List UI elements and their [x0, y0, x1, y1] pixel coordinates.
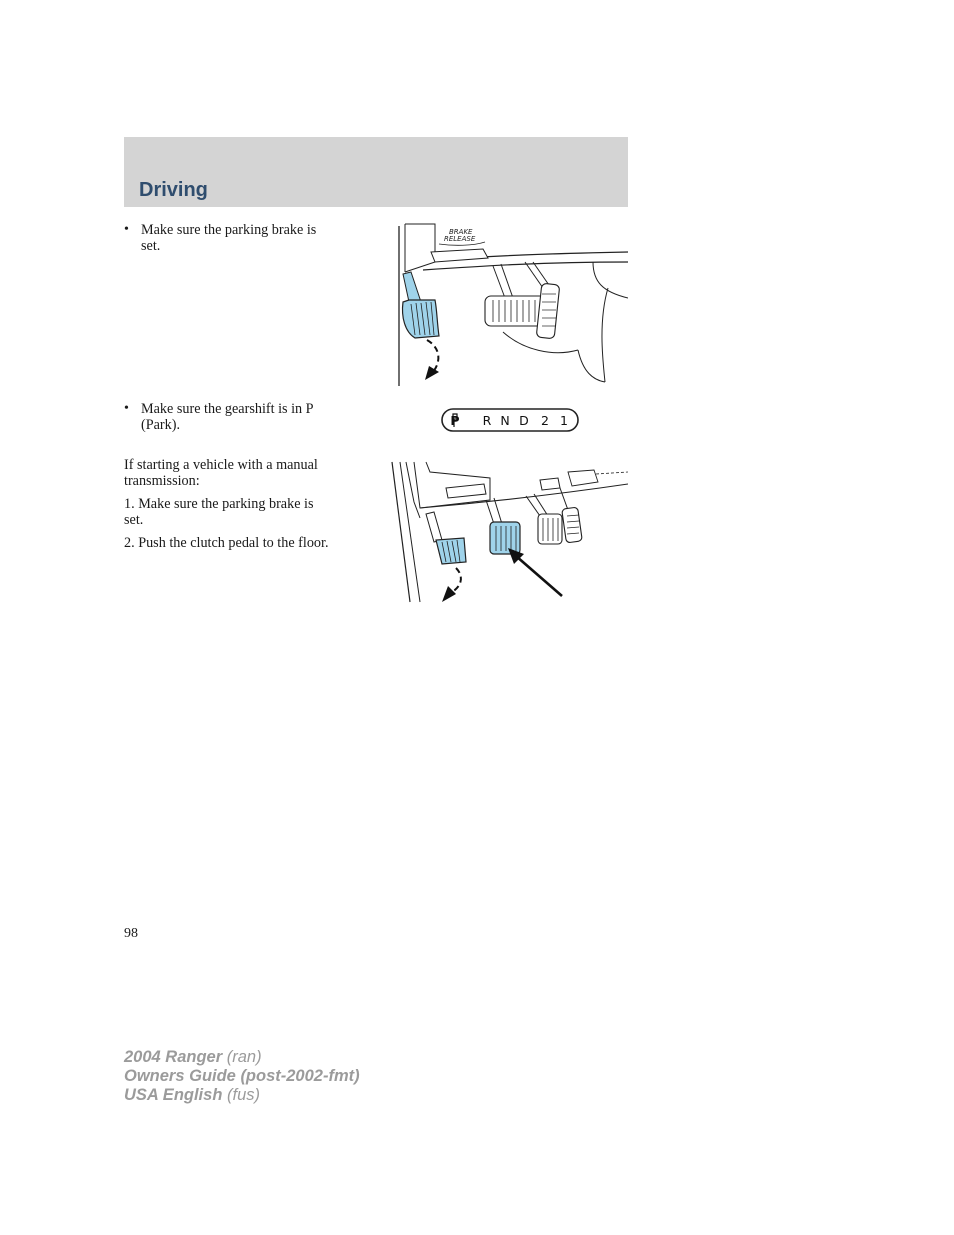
bullet-marker: • — [124, 222, 129, 237]
clutch-pedal-illustration — [390, 458, 628, 604]
manual-intro-l2: transmission: — [124, 473, 200, 489]
footer-language-code: (fus) — [227, 1086, 260, 1104]
bullet-text-parking-brake-l2: set. — [141, 238, 161, 254]
brake-release-label-l2: RELEASE — [444, 235, 476, 243]
manual-step1-l1: 1. Make sure the parking brake is — [124, 496, 314, 512]
gear-letter-n: N — [500, 413, 510, 428]
bullet-marker: • — [124, 401, 129, 416]
manual-step2: 2. Push the clutch pedal to the floor. — [124, 535, 329, 551]
footer-line-3 — [124, 1086, 360, 1105]
parking-brake-pedal-illustration — [393, 222, 628, 386]
bullet-text-parking-brake-l1: Make sure the parking brake is — [141, 222, 317, 238]
section-header-band — [124, 137, 628, 207]
footer-line-1 — [124, 1048, 360, 1067]
gear-indicator — [441, 408, 580, 433]
footer-model: 2004 Ranger — [124, 1048, 223, 1066]
page-number: 98 — [124, 926, 138, 941]
bullet-text-gearshift-l2: (Park). — [141, 417, 181, 433]
brake-release-label-l1: BRAKE — [449, 228, 473, 236]
manual-step1-l2: set. — [124, 512, 144, 528]
document-footer — [124, 1048, 360, 1105]
manual-intro-l1: If starting a vehicle with a manual — [124, 457, 318, 473]
gear-letter-2: 2 — [541, 413, 549, 428]
gear-letter-p: P — [450, 413, 460, 428]
gear-letter-1: 1 — [560, 413, 568, 428]
footer-guide: Owners Guide (post-2002-fmt) — [124, 1067, 360, 1085]
footer-model-code: (ran) — [226, 1048, 262, 1066]
pointer-arrow-icon — [516, 556, 562, 596]
section-title: Driving — [139, 179, 208, 201]
footer-line-2 — [124, 1067, 360, 1086]
gear-letter-r: R — [482, 413, 492, 428]
bullet-text-gearshift-l1: Make sure the gearshift is in P — [141, 401, 314, 417]
footer-language: USA English — [124, 1086, 223, 1104]
gear-letter-d: D — [519, 413, 529, 428]
